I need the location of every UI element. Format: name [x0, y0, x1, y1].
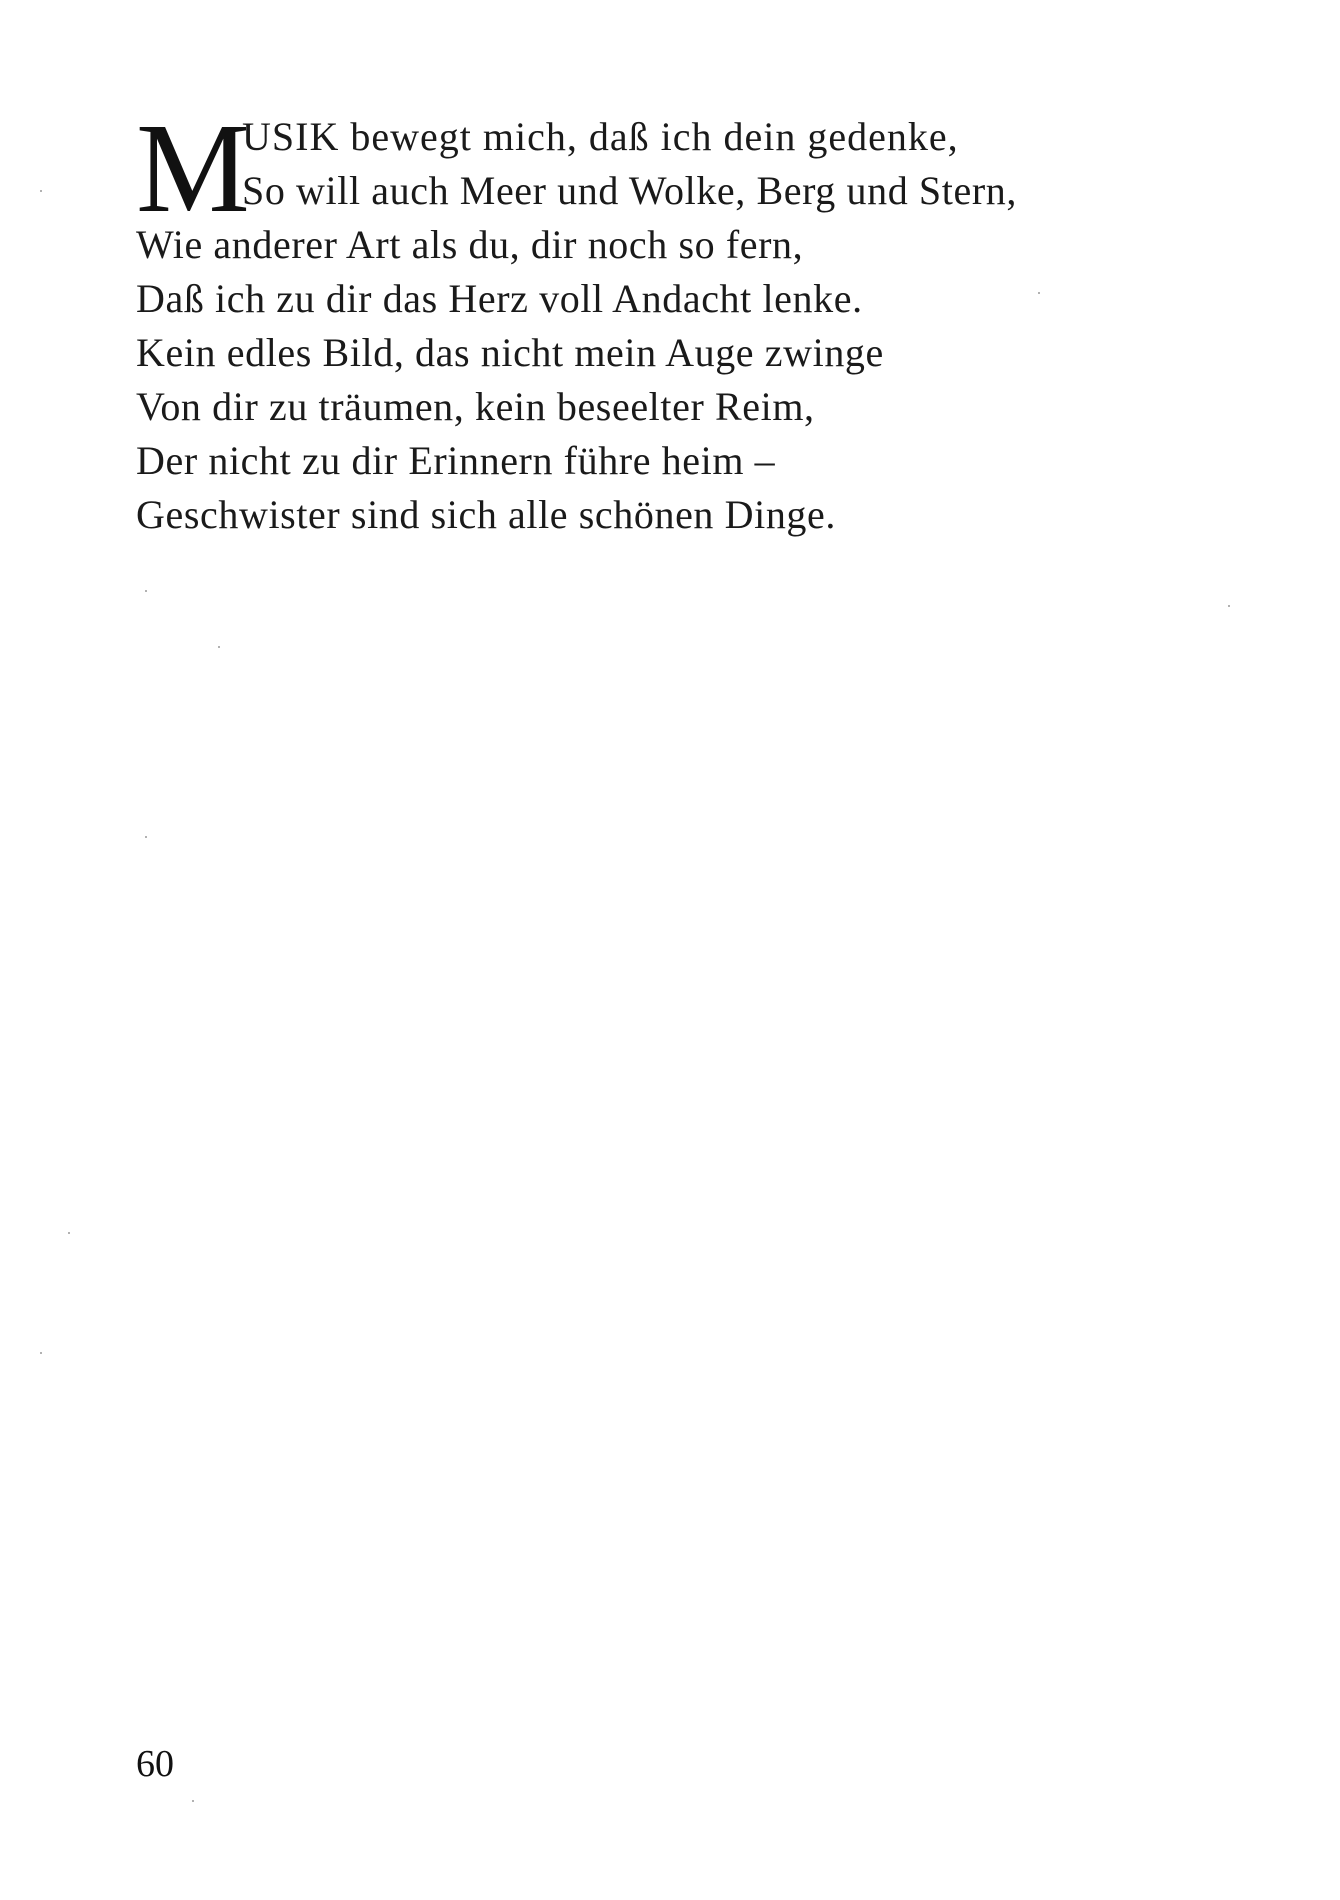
- scan-speck: [1228, 605, 1230, 607]
- scan-speck: [192, 1800, 194, 1802]
- poem-line-5: Kein edles Bild, das nicht mein Auge zwinge: [136, 330, 884, 375]
- drop-cap: M: [136, 97, 250, 239]
- page-number: 60: [136, 1743, 174, 1785]
- poem-line-8: Geschwister sind sich alle schönen Dinge.: [136, 492, 836, 537]
- poem-opening: [136, 97, 1216, 239]
- poem-line-4: Daß ich zu dir das Herz voll Andacht lenke.: [136, 276, 863, 321]
- poem-line-3: Wie anderer Art als du, dir noch so fern,: [136, 222, 804, 267]
- scan-speck: [40, 1352, 42, 1354]
- scan-speck: [1038, 292, 1040, 294]
- poem-line-7: Der nicht zu dir Erinnern führe heim –: [136, 438, 776, 483]
- scan-speck: [40, 190, 42, 192]
- scan-speck: [145, 590, 147, 592]
- scan-speck: [145, 836, 147, 838]
- poem-line-2: So will auch Meer und Wolke, Berg und Stern,: [242, 168, 1017, 213]
- poem-line-1: USIK bewegt mich, daß ich dein gedenke,: [242, 114, 959, 159]
- poem: [136, 97, 1216, 542]
- scan-speck: [68, 1232, 70, 1234]
- poem-line-6: Von dir zu träumen, kein beseelter Reim,: [136, 384, 815, 429]
- scan-speck: [218, 646, 220, 648]
